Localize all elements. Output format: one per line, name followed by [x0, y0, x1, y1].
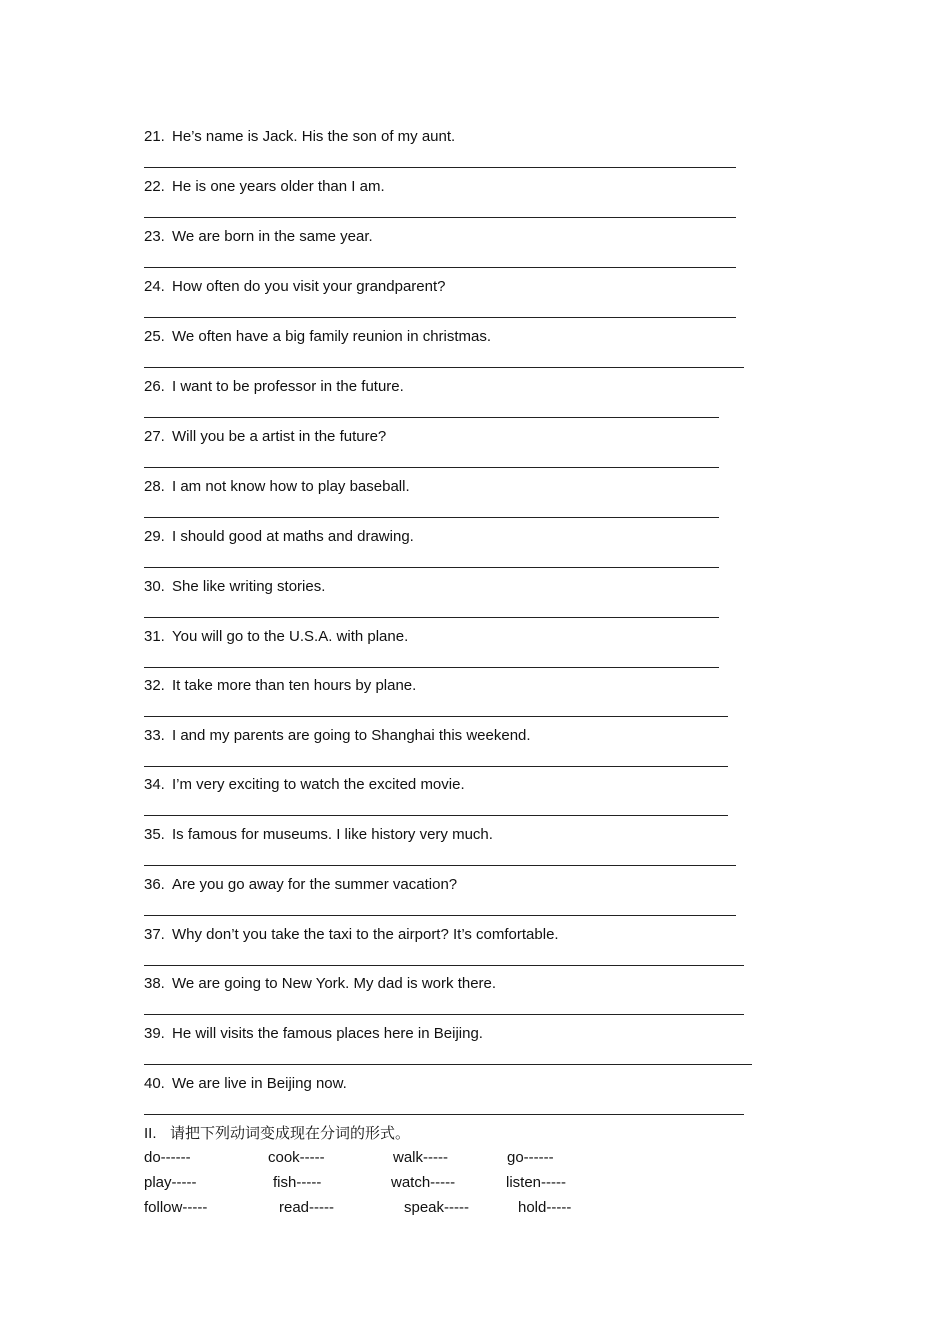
verb-item[interactable]: listen----- — [506, 1174, 566, 1191]
verb-item[interactable]: hold----- — [518, 1199, 572, 1216]
question-number: 24. — [144, 278, 165, 295]
answer-line[interactable] — [144, 766, 728, 767]
answer-line[interactable] — [144, 716, 728, 717]
question-text: He is one years older than I am. — [172, 178, 385, 195]
question-32 — [144, 677, 416, 695]
question-text: Are you go away for the summer vacation? — [172, 876, 458, 893]
question-number: 40. — [144, 1075, 165, 1092]
answer-line[interactable] — [144, 865, 736, 866]
question-number: 23. — [144, 228, 165, 245]
verb-item[interactable]: walk----- — [393, 1149, 448, 1166]
answer-line[interactable] — [144, 317, 736, 318]
section-number: II. — [144, 1125, 157, 1142]
question-text: We are born in the same year. — [172, 228, 373, 245]
question-36 — [144, 876, 457, 894]
question-31 — [144, 628, 408, 646]
verb-item[interactable]: speak----- — [404, 1199, 470, 1216]
question-34 — [144, 776, 465, 794]
answer-line[interactable] — [144, 617, 719, 618]
verb-item[interactable]: follow----- — [144, 1199, 208, 1216]
question-text: He’s name is Jack. His the son of my aunt. — [172, 128, 456, 145]
question-28 — [144, 478, 410, 496]
question-text: He will visits the famous places here in Beijing. — [172, 1025, 483, 1042]
question-number: 31. — [144, 628, 165, 645]
answer-line[interactable] — [144, 467, 719, 468]
question-text: I should good at maths and drawing. — [172, 528, 414, 545]
answer-line[interactable] — [144, 915, 736, 916]
section-2-heading — [144, 1124, 410, 1143]
question-22 — [144, 178, 385, 196]
verb-item[interactable]: cook----- — [268, 1149, 325, 1166]
question-40 — [144, 1075, 347, 1093]
question-text: We are live in Beijing now. — [172, 1075, 347, 1092]
answer-line[interactable] — [144, 567, 719, 568]
question-text: I’m very exciting to watch the excited movie. — [172, 776, 465, 793]
question-text: How often do you visit your grandparent? — [172, 278, 446, 295]
question-39 — [144, 1025, 483, 1043]
question-number: 37. — [144, 926, 165, 943]
question-21 — [144, 128, 455, 146]
question-text: We often have a big family reunion in christmas. — [172, 328, 492, 345]
verb-item[interactable]: watch----- — [391, 1174, 456, 1191]
question-number: 32. — [144, 677, 165, 694]
answer-line[interactable] — [144, 1014, 744, 1015]
question-text: Is famous for museums. I like history very much. — [172, 826, 493, 843]
question-number: 26. — [144, 378, 165, 395]
question-number: 38. — [144, 975, 165, 992]
question-text: Will you be a artist in the future? — [172, 428, 387, 445]
question-29 — [144, 528, 414, 546]
answer-line[interactable] — [144, 517, 719, 518]
question-35 — [144, 826, 493, 844]
question-number: 35. — [144, 826, 165, 843]
question-text: She like writing stories. — [172, 578, 326, 595]
answer-line[interactable] — [144, 217, 736, 218]
question-number: 30. — [144, 578, 165, 595]
question-27 — [144, 428, 386, 446]
answer-line[interactable] — [144, 965, 744, 966]
question-number: 28. — [144, 478, 165, 495]
verb-item[interactable]: fish----- — [273, 1174, 322, 1191]
question-37 — [144, 926, 559, 944]
question-text: It take more than ten hours by plane. — [172, 677, 417, 694]
question-number: 29. — [144, 528, 165, 545]
verb-item[interactable]: do------ — [144, 1149, 191, 1166]
verb-item[interactable]: go------ — [507, 1149, 554, 1166]
question-number: 33. — [144, 727, 165, 744]
question-number: 34. — [144, 776, 165, 793]
answer-line[interactable] — [144, 815, 728, 816]
question-text: I want to be professor in the future. — [172, 378, 404, 395]
question-text: You will go to the U.S.A. with plane. — [172, 628, 409, 645]
question-25 — [144, 328, 491, 346]
question-33 — [144, 727, 531, 745]
answer-line[interactable] — [144, 1064, 752, 1065]
question-text: I am not know how to play baseball. — [172, 478, 410, 495]
question-text: We are going to New York. My dad is work there. — [172, 975, 497, 992]
question-24 — [144, 278, 446, 296]
question-38 — [144, 975, 496, 993]
answer-line[interactable] — [144, 667, 719, 668]
question-26 — [144, 378, 404, 396]
verb-item[interactable]: read----- — [279, 1199, 334, 1216]
question-number: 25. — [144, 328, 165, 345]
question-number: 22. — [144, 178, 165, 195]
answer-line[interactable] — [144, 1114, 744, 1115]
answer-line[interactable] — [144, 417, 719, 418]
question-number: 39. — [144, 1025, 165, 1042]
answer-line[interactable] — [144, 267, 736, 268]
question-text: I and my parents are going to Shanghai this weekend. — [172, 727, 531, 744]
question-23 — [144, 228, 373, 246]
question-number: 21. — [144, 128, 165, 145]
question-text: Why don’t you take the taxi to the airport? It’s comfortable. — [172, 926, 559, 943]
answer-line[interactable] — [144, 367, 744, 368]
question-number: 36. — [144, 876, 165, 893]
answer-line[interactable] — [144, 167, 736, 168]
verb-item[interactable]: play----- — [144, 1174, 197, 1191]
question-30 — [144, 578, 325, 596]
section-instruction: 请把下列动词变成现在分词的形式。 — [170, 1124, 411, 1142]
question-number: 27. — [144, 428, 165, 445]
